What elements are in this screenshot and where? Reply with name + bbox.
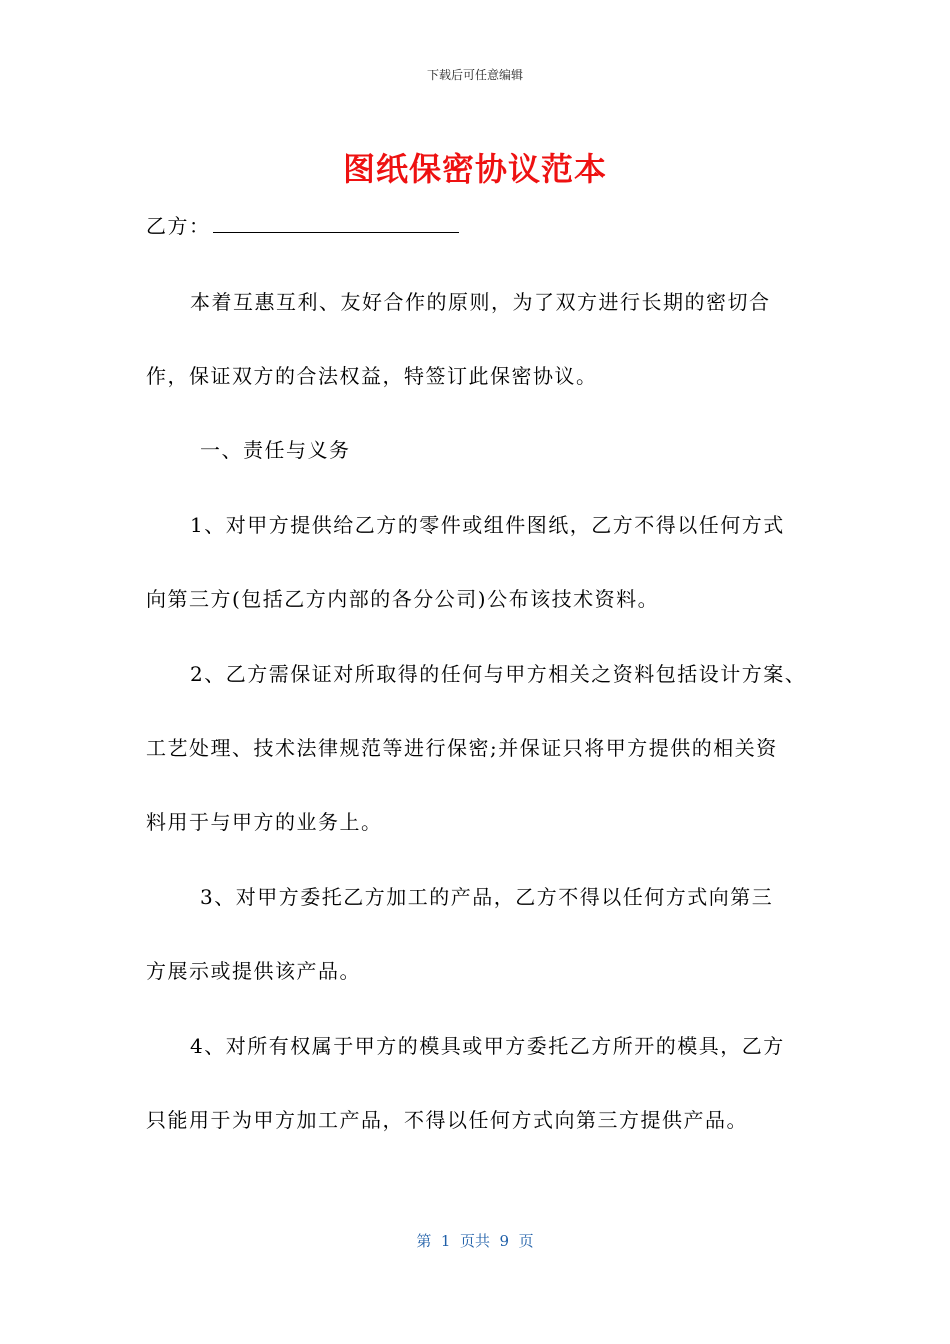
paragraph-line: 只能用于为甲方加工产品，不得以任何方式向第三方提供产品。 (146, 1108, 748, 1132)
paragraph-line: 3、对甲方委托乙方加工的产品，乙方不得以任何方式向第三 (200, 885, 774, 909)
paragraph-line: 4、对所有权属于甲方的模具或甲方委托乙方所开的模具，乙方 (190, 1034, 785, 1058)
paragraph-line: 2、乙方需保证对所取得的任何与甲方相关之资料包括设计方案、 (190, 662, 807, 686)
section-heading: 一、责任与义务 (200, 438, 351, 462)
header-note: 下载后可任意编辑 (426, 68, 523, 82)
paragraph-line: 料用于与甲方的业务上。 (146, 810, 383, 834)
paragraph-line: 方展示或提供该产品。 (146, 959, 361, 983)
paragraph-line: 工艺处理、技术法律规范等进行保密;并保证只将甲方提供的相关资 (146, 736, 778, 760)
paragraph-line: 1、对甲方提供给乙方的零件或组件图纸，乙方不得以任何方式 (190, 513, 785, 537)
paragraph-line: 本着互惠互利、友好合作的原则，为了双方进行长期的密切合 (190, 290, 771, 314)
party-b-blank (213, 212, 459, 233)
paragraph-line: 作，保证双方的合法权益，特签订此保密协议。 (146, 364, 598, 388)
party-b-line (146, 210, 459, 239)
document-title: 图纸保密协议范本 (342, 150, 607, 188)
page-number-footer: 第 1 页共 9 页 (416, 1232, 534, 1250)
paragraph-line: 向第三方(包括乙方内部的各分公司)公布该技术资料。 (146, 587, 660, 611)
party-b-label: 乙方： (146, 214, 211, 238)
